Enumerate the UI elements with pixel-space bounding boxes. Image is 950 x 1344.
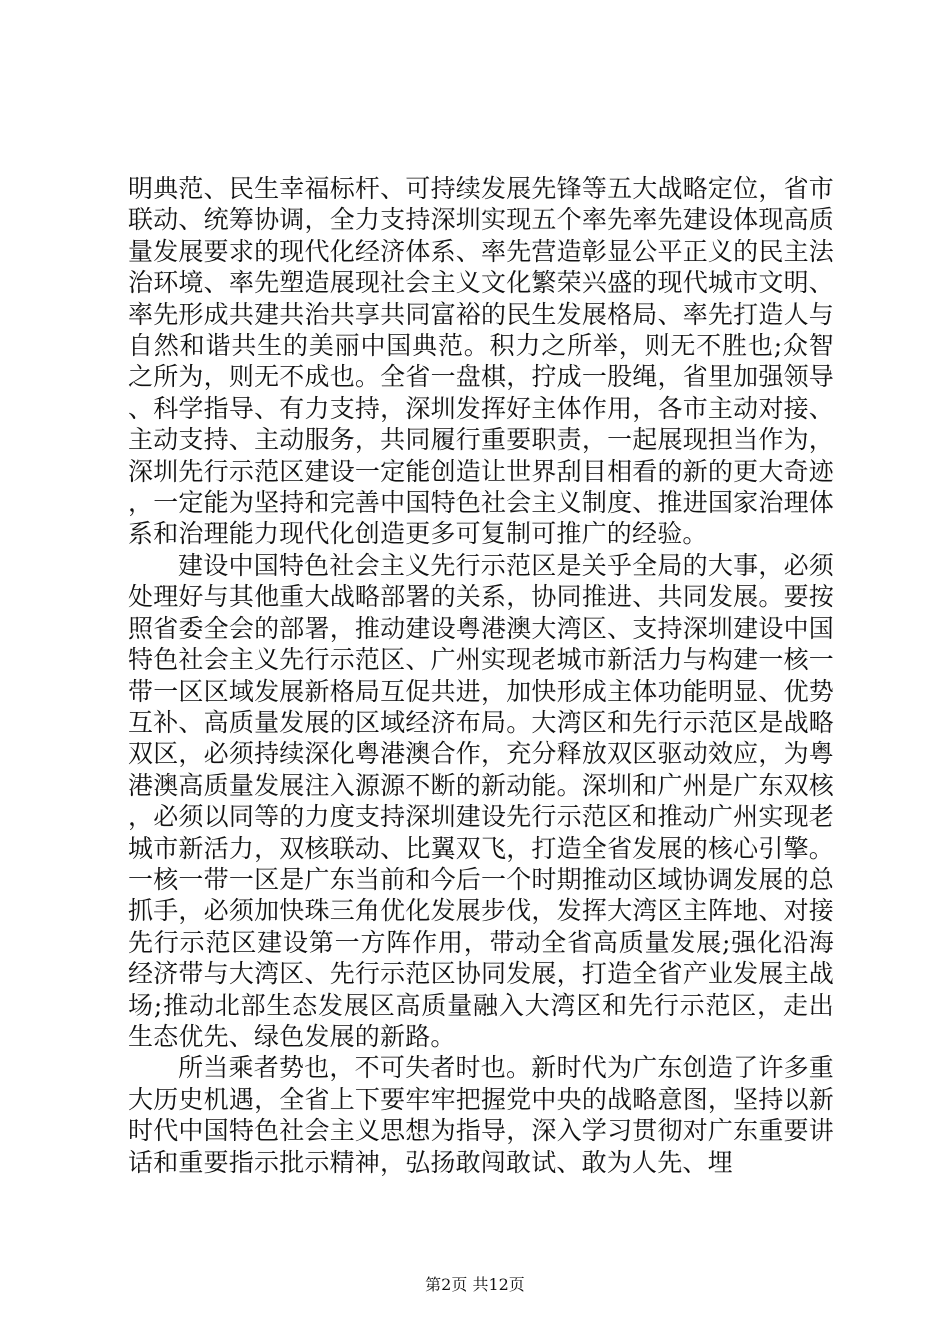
body-text <box>128 173 834 1178</box>
paragraph-3: 所当乘者势也，不可失者时也。新时代为广东创造了许多重大历史机遇，全省上下要牢牢把握党中央的战略意图，坚持以新时代中国特色社会主义思想为指导，深入学习贯彻对广东重要讲话和重要指示批示精神，弘扬敢闯敢试、敢为人先、埋 <box>128 1053 834 1177</box>
page-number-footer: 第2页 共12页 <box>425 1275 525 1294</box>
paragraph-2: 建设中国特色社会主义先行示范区是关乎全局的大事，必须处理好与其他重大战略部署的关系，协同推进、共同发展。要按照省委全会的部署，推动建设粤港澳大湾区、支持深圳建设中国特色社会主义先行示范区、广州实现老城市新活力与构建一核一带一区区域发展新格局互促共进，加快形成主体功能明显、优势互补、高质量发展的区域经济布局。大湾区和先行示范区是战略双区，必须持续深化粤港澳合作，充分释放双区驱动效应，为粤港澳高质量发展注入源源不断的新动能。深圳和广州是广东双核，必须以同等的力度支持深圳建设先行示范区和推动广州实现老城市新活力，双核联动、比翼双飞，打造全省发展的核心引擎。一核一带一区是广东当前和今后一个时期推动区域协调发展的总抓手，必须加快珠三角优化发展步伐，发挥大湾区主阵地、对接先行示范区建设第一方阵作用，带动全省高质量发展;强化沿海经济带与大湾区、先行示范区协同发展，打造全省产业发展主战场;推动北部生态发展区高质量融入大湾区和先行示范区，走出生态优先、绿色发展的新路。 <box>128 550 834 1051</box>
paragraph-1: 明典范、民生幸福标杆、可持续发展先锋等五大战略定位，省市联动、统筹协调，全力支持深圳实现五个率先率先建设体现高质量发展要求的现代化经济体系、率先营造彰显公平正义的民主法治环境、率先塑造展现社会主义文化繁荣兴盛的现代城市文明、率先形成共建共治共享共同富裕的民生发展格局、率先打造人与自然和谐共生的美丽中国典范。积力之所举，则无不胜也;众智之所为，则无不成也。全省一盘棋，拧成一股绳，省里加强领导、科学指导、有力支持，深圳发挥好主体作用，各市主动对接、主动支持、主动服务，共同履行重要职责，一起展现担当作为，深圳先行示范区建设一定能创造让世界刮目相看的新的更大奇迹，一定能为坚持和完善中国特色社会主义制度、推进国家治理体系和治理能力现代化创造更多可复制可推广的经验。 <box>128 174 834 549</box>
